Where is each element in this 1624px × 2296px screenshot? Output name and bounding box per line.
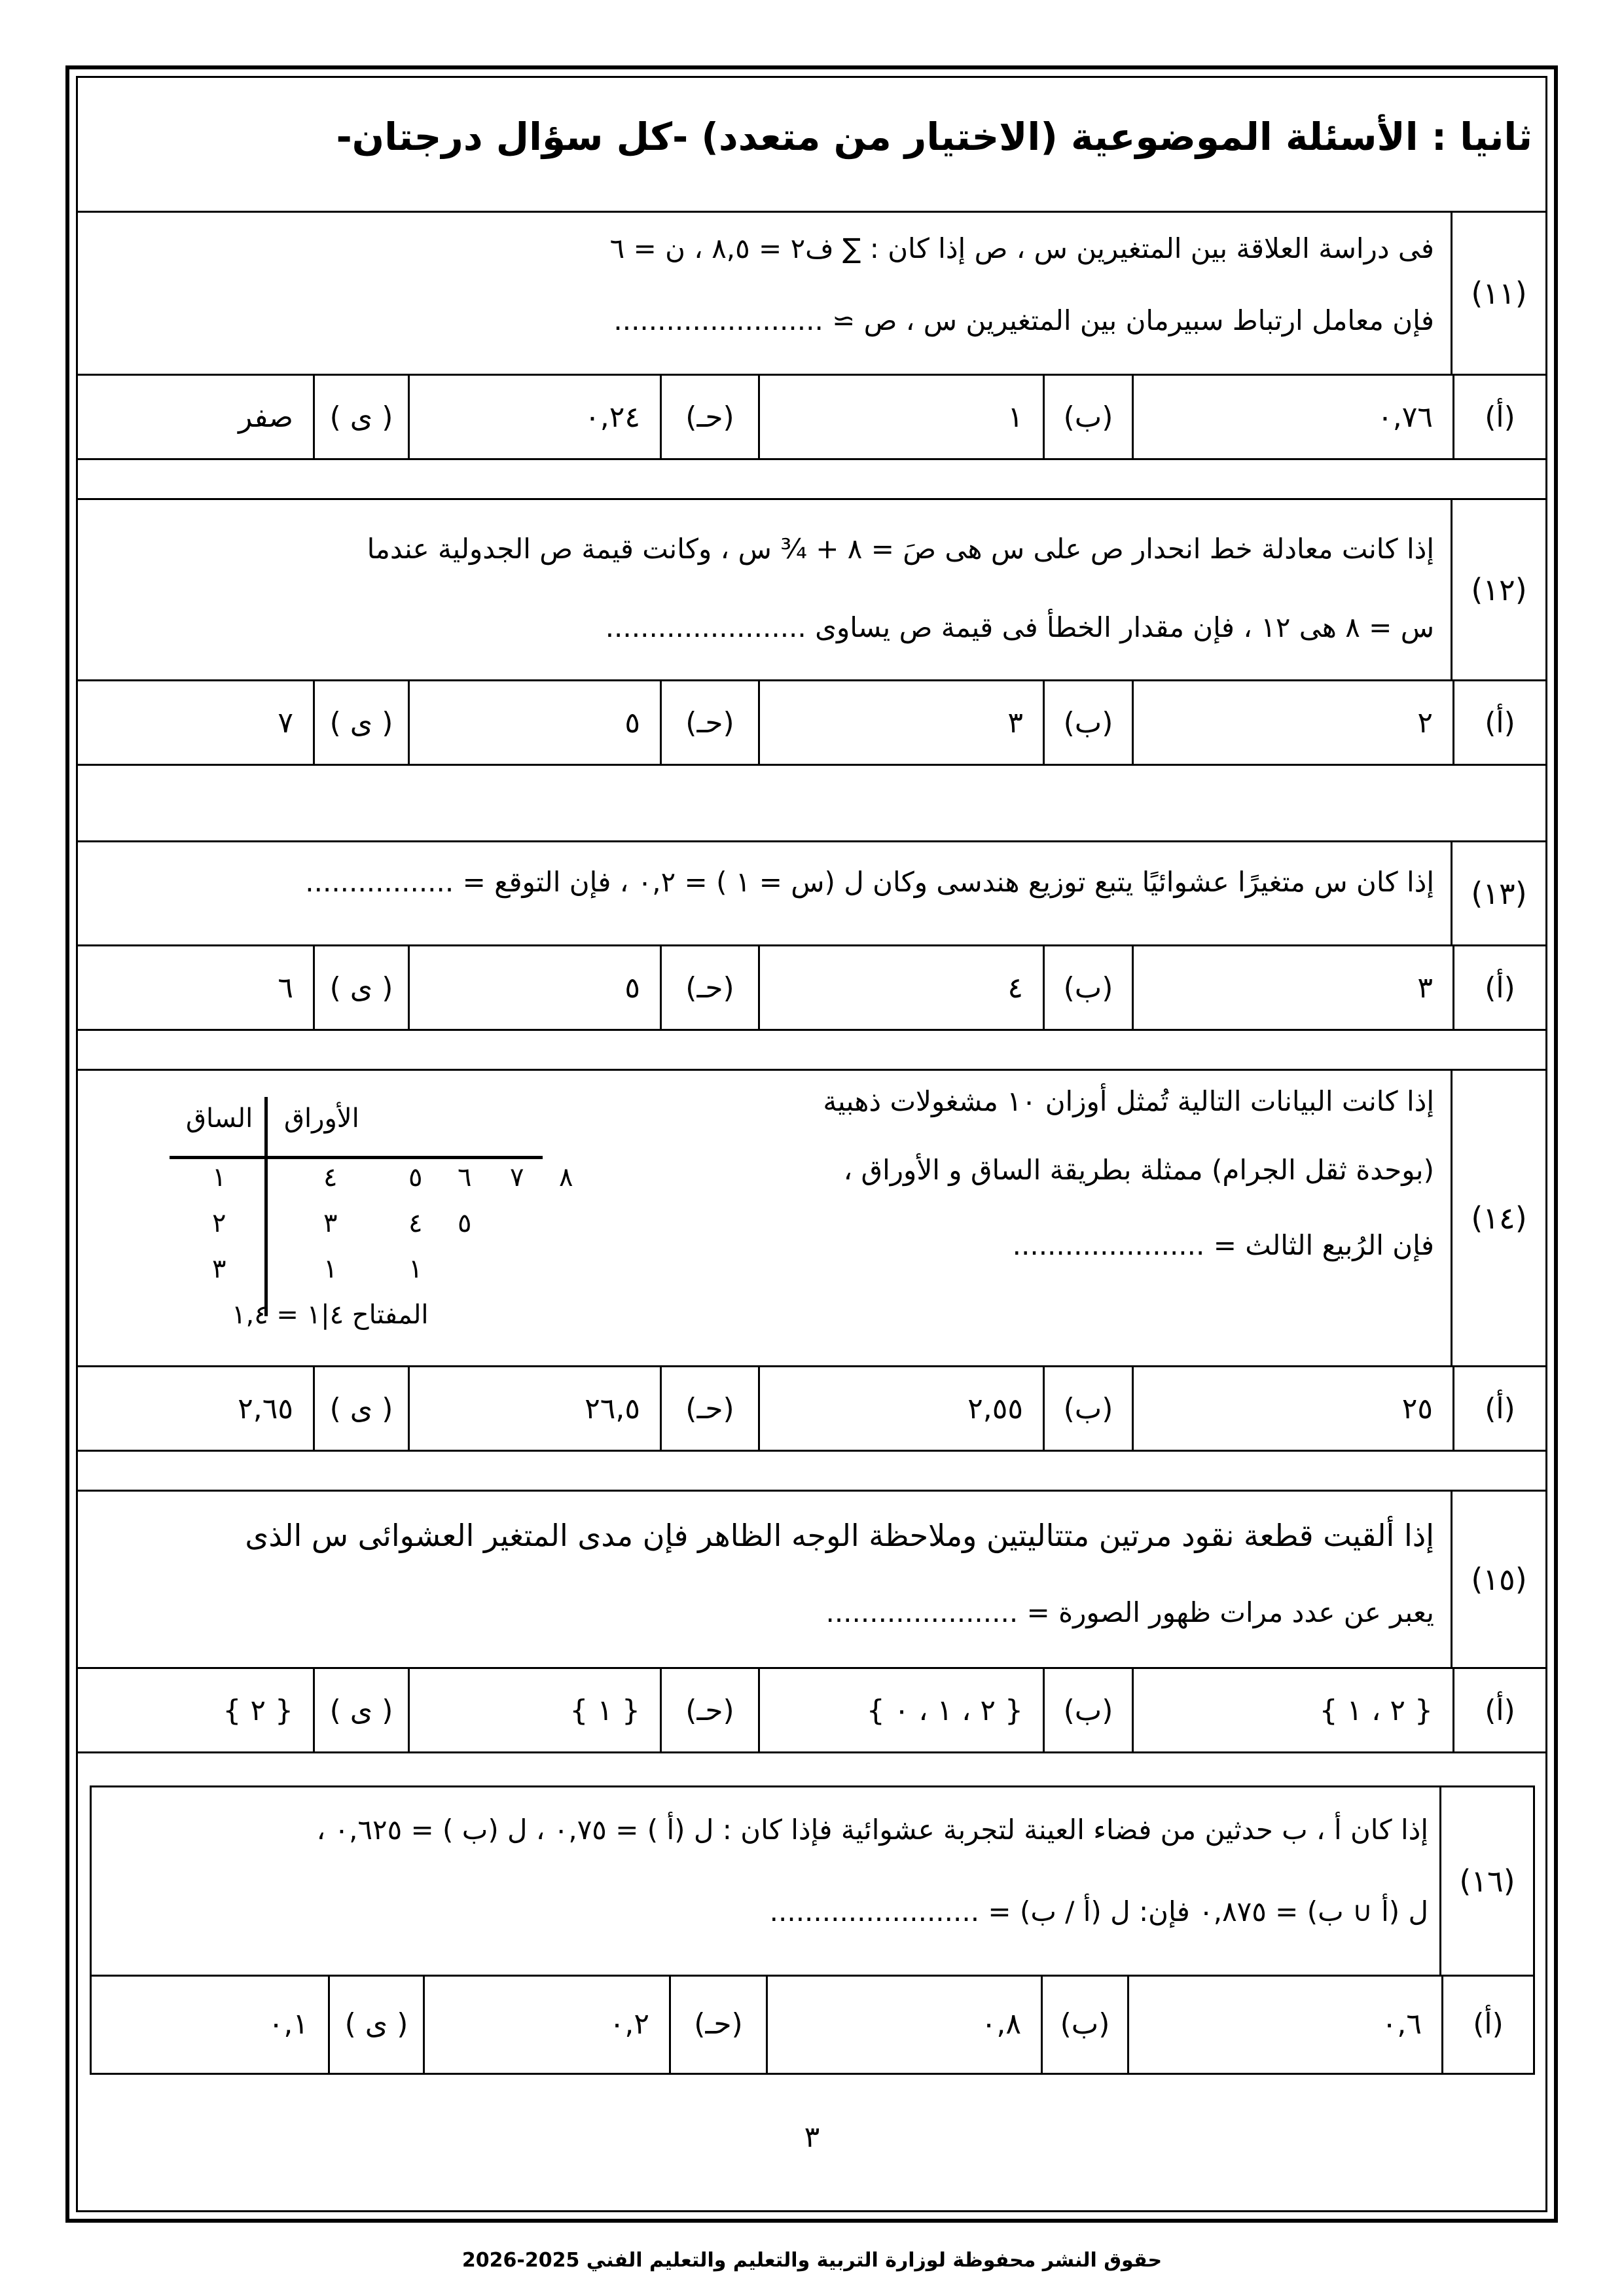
option-label-d[interactable]: ( ى ) — [313, 376, 408, 458]
question-line: فى دراسة العلاقة بين المتغيرين س ، ص إذا كان : ∑ ف٢ = ٨,٥ ، ن = ٦ — [609, 232, 1434, 264]
question-16-box — [90, 1785, 1535, 2075]
question-line: ل (أ ∪ ب) = ٠,٨٧٥ فإن: ل (أ / ب) = ........................ — [769, 1895, 1428, 1928]
options-row-11 — [76, 374, 1547, 460]
option-value-a[interactable]: ٠,٦ — [1127, 1975, 1441, 2073]
options-row-15 — [76, 1667, 1547, 1753]
leaves-header: الأوراق — [284, 1103, 359, 1134]
question-11 — [76, 211, 1547, 376]
spacer-row — [76, 1029, 1547, 1071]
option-label-d[interactable]: ( ى ) — [313, 681, 408, 764]
option-label-d[interactable]: ( ى ) — [313, 1669, 408, 1751]
leaf-value: ٤ — [408, 1208, 423, 1238]
question-line: (بوحدة ثقل الجرام) ممثلة بطريقة الساق و الأوراق ، — [843, 1154, 1434, 1186]
question-number: (١٦) — [1439, 1787, 1533, 1975]
stem-value: ٣ — [212, 1254, 226, 1284]
leaf-value: ٥ — [458, 1208, 472, 1238]
option-label-b[interactable]: (ب) — [1041, 1975, 1127, 2073]
leaf-value: ١ — [323, 1254, 338, 1284]
leaf-value: ٦ — [458, 1162, 472, 1193]
option-label-c[interactable]: (حـ) — [660, 681, 758, 764]
question-text — [98, 1518, 1434, 1629]
question-15 — [76, 1490, 1547, 1669]
option-label-c[interactable]: (حـ) — [660, 1669, 758, 1751]
option-label-d[interactable]: ( ى ) — [313, 1367, 408, 1450]
option-value-d[interactable]: ٠,١ — [268, 2007, 308, 2041]
option-value-b[interactable]: { ٢ ، ١ ، ٠ } — [758, 1669, 1043, 1751]
question-text — [111, 1814, 1428, 1928]
option-value-b[interactable]: ٢,٥٥ — [758, 1367, 1043, 1450]
option-label-c[interactable]: (حـ) — [660, 376, 758, 458]
option-label-a[interactable]: (أ) — [1453, 946, 1545, 1029]
question-number: (١٥) — [1451, 1492, 1545, 1667]
option-value-a[interactable]: ٠,٧٦ — [1132, 376, 1453, 458]
question-14 — [76, 1069, 1547, 1367]
question-line: فإن الرُبيع الثالث = ...................... — [1012, 1229, 1434, 1261]
spacer-row — [76, 764, 1547, 842]
option-value-a[interactable]: ٢ — [1132, 681, 1453, 764]
options-row-16 — [92, 1975, 1533, 2073]
option-value-d[interactable]: ٢,٦٥ — [238, 1391, 293, 1426]
option-value-b[interactable]: ٣ — [758, 681, 1043, 764]
option-value-c[interactable]: ٥ — [408, 681, 660, 764]
leaf-value: ٤ — [323, 1162, 338, 1193]
option-label-a[interactable]: (أ) — [1453, 1367, 1545, 1450]
question-text — [98, 232, 1434, 337]
question-number: (١٢) — [1451, 500, 1545, 679]
option-value-a[interactable]: ٣ — [1132, 946, 1453, 1029]
option-label-a[interactable]: (أ) — [1441, 1975, 1533, 2073]
option-label-b[interactable]: (ب) — [1043, 1367, 1132, 1450]
stem-value: ١ — [212, 1162, 226, 1193]
question-line: فإن معامل ارتباط سبيرمان بين المتغيرين س ، ص ≃ ........................ — [613, 304, 1434, 336]
question-text — [98, 866, 1434, 899]
copyright-footer: حقوق النشر محفوظة لوزارة التربية والتعليم والتعليم الفني 2025-2026 — [461, 2249, 1163, 2272]
spacer-row — [76, 458, 1547, 500]
option-label-c[interactable]: (حـ) — [669, 1975, 766, 2073]
option-value-a[interactable]: { ٢ ، ١ } — [1132, 1669, 1453, 1751]
question-line: يعبر عن عدد مرات ظهور الصورة = ...................... — [825, 1596, 1434, 1628]
page-number: ٣ — [804, 2121, 820, 2154]
leaf-value: ١ — [408, 1254, 423, 1284]
option-label-b[interactable]: (ب) — [1043, 376, 1132, 458]
question-line: س = ٨ هى ١٢ ، فإن مقدار الخطأ فى قيمة ص يساوى ....................... — [605, 611, 1434, 643]
stem-leaf-horizontal-line — [170, 1156, 543, 1159]
option-value-a[interactable]: ٢٥ — [1132, 1367, 1453, 1450]
stem-value: ٢ — [212, 1208, 226, 1238]
option-value-c[interactable]: ٠,٢ — [423, 1975, 669, 2073]
option-value-d[interactable]: ٧ — [278, 706, 293, 740]
option-label-c[interactable]: (حـ) — [660, 946, 758, 1029]
question-12 — [76, 498, 1547, 681]
option-label-d[interactable]: ( ى ) — [328, 1975, 423, 2073]
question-text — [98, 533, 1434, 644]
stem-leaf-vertical-line — [264, 1097, 268, 1316]
option-label-b[interactable]: (ب) — [1043, 1669, 1132, 1751]
leaf-value: ٧ — [510, 1162, 524, 1193]
leaf-value: ٨ — [559, 1162, 573, 1193]
option-label-b[interactable]: (ب) — [1043, 681, 1132, 764]
option-label-d[interactable]: ( ى ) — [313, 946, 408, 1029]
question-number: (١٣) — [1451, 842, 1545, 944]
question-line: إذا ألقيت قطعة نقود مرتين متتاليتين وملاحظة الوجه الظاهر فإن مدى المتغير العشوائى س الذى — [245, 1518, 1434, 1553]
option-value-b[interactable]: ٠,٨ — [766, 1975, 1041, 2073]
question-number: (١١) — [1451, 213, 1545, 374]
leaf-value: ٥ — [408, 1162, 423, 1193]
question-text — [667, 1085, 1434, 1262]
option-label-a[interactable]: (أ) — [1453, 681, 1545, 764]
option-value-b[interactable]: ١ — [758, 376, 1043, 458]
options-row-13 — [76, 944, 1547, 1031]
question-line: إذا كانت معادلة خط انحدار ص على س هى صَ = ٨ + ¾ س ، وكانت قيمة ص الجدولية عندما — [367, 533, 1434, 565]
section-title: ثانيا : الأسئلة الموضوعية (الاختيار من متعدد) -كل سؤال درجتان- — [336, 115, 1532, 159]
question-16 — [92, 1787, 1533, 1977]
option-value-c[interactable]: ٠,٢٤ — [408, 376, 660, 458]
option-value-d[interactable]: ٦ — [278, 971, 293, 1005]
options-row-12 — [76, 679, 1547, 766]
option-value-b[interactable]: ٤ — [758, 946, 1043, 1029]
option-label-a[interactable]: (أ) — [1453, 1669, 1545, 1751]
spacer-row — [76, 1450, 1547, 1492]
question-13 — [76, 840, 1547, 946]
options-row-14 — [76, 1365, 1547, 1452]
option-value-c[interactable]: { ١ } — [408, 1669, 660, 1751]
option-value-d[interactable]: صفر — [238, 400, 293, 434]
option-value-d[interactable]: { ٢ } — [223, 1693, 293, 1727]
question-number: (١٤) — [1451, 1071, 1545, 1365]
question-line: إذا كان أ ، ب حدثين من فضاء العينة لتجربة عشوائية فإذا كان : ل (أ ) = ٠,٧٥ ، ل (ب ) = ٠,٦٢٥ ، — [316, 1814, 1428, 1846]
option-label-b[interactable]: (ب) — [1043, 946, 1132, 1029]
option-value-c[interactable]: ٢٦,٥ — [408, 1367, 660, 1450]
option-value-c[interactable]: ٥ — [408, 946, 660, 1029]
stem-header: الساق — [186, 1103, 253, 1134]
option-label-c[interactable]: (حـ) — [660, 1367, 758, 1450]
option-label-a[interactable]: (أ) — [1453, 376, 1545, 458]
question-line: إذا كانت البيانات التالية تُمثل أوزان ١٠ مشغولات ذهبية — [823, 1085, 1434, 1117]
question-line: إذا كان س متغيرًا عشوائيًا يتبع توزيع هندسى وكان ل (س = ١ ) = ٠,٢ ، فإن التوقع = ................. — [305, 866, 1434, 898]
leaf-value: ٣ — [323, 1208, 338, 1238]
stem-leaf-key: المفتاح ٤|١ = ١,٤ — [232, 1300, 429, 1330]
